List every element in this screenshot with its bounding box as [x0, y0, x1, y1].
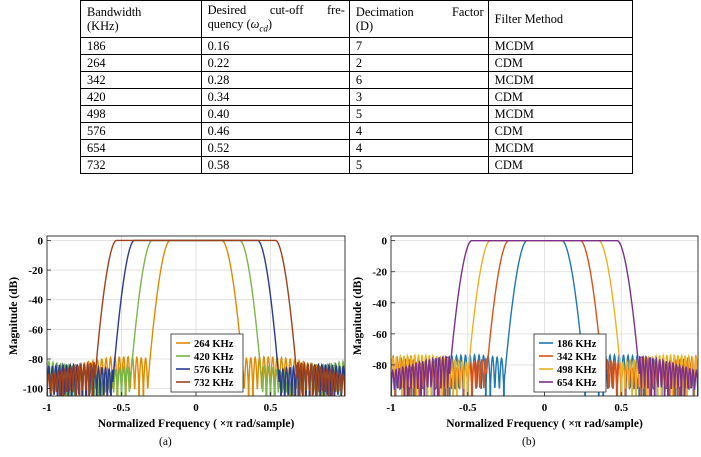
table-cell-method: CDM	[488, 55, 632, 72]
x-tick-label: -1	[386, 402, 396, 414]
table-cell-cutoff: 0.58	[201, 157, 349, 174]
table-cell-method: CDM	[488, 123, 632, 140]
x-tick-label: -0.5	[459, 402, 477, 414]
table-cell-bandwidth: 576	[81, 123, 202, 140]
table-cell-bandwidth: 498	[81, 106, 202, 123]
table-cell-method: MCDM	[488, 72, 632, 89]
x-tick-label: 0	[193, 402, 199, 414]
y-tick-label: -20	[372, 266, 387, 279]
x-tick-label: 0.5	[614, 402, 629, 414]
x-tick-label: 0.5	[263, 402, 278, 414]
legend-label: 420 KHz	[194, 352, 234, 363]
table-cell-decimation: 4	[349, 140, 488, 157]
table-cell-method: MCDM	[488, 38, 632, 55]
y-tick-label: -80	[372, 359, 387, 372]
header-decimation-word-1: Factor	[451, 5, 484, 19]
header-decimation-word-0: Decimation	[355, 5, 414, 19]
header-cutoff-line1: Desired cut-off fre-	[207, 2, 345, 17]
legend-label: 576 KHz	[194, 365, 234, 376]
y-tick-label: -60	[372, 328, 387, 341]
y-tick-label: -80	[28, 353, 43, 366]
y-tick-label: 0	[37, 235, 43, 248]
table-cell-decimation: 3	[349, 89, 488, 106]
x-tick-label: 0	[541, 402, 548, 414]
header-cutoff-suffix: )	[267, 16, 273, 31]
table-cell-bandwidth: 264	[81, 55, 202, 72]
header-decimation-line2: (D)	[355, 19, 374, 33]
table-cell-decimation: 7	[349, 38, 488, 55]
table-cell-cutoff: 0.34	[201, 89, 349, 106]
subcaption-a: (a)	[159, 436, 172, 448]
table-cell-decimation: 4	[349, 123, 488, 140]
legend-label: 264 KHz	[194, 339, 234, 350]
table-cell-cutoff: 0.22	[201, 55, 349, 72]
y-tick-label: -100	[22, 383, 43, 396]
legend-label: 732 KHz	[194, 378, 234, 389]
table-cell-cutoff: 0.28	[201, 72, 349, 89]
table-cell-method: MCDM	[488, 106, 632, 123]
table-cell-cutoff: 0.16	[201, 38, 349, 55]
table-cell-decimation: 2	[349, 55, 488, 72]
table-cell-bandwidth: 186	[81, 38, 202, 55]
x-tick-label: -0.5	[112, 402, 131, 414]
y-tick-label: -40	[372, 297, 387, 310]
y-axis-label: Magnitude (dB)	[352, 276, 364, 356]
y-tick-label: -40	[28, 294, 43, 307]
table-cell-cutoff: 0.46	[201, 123, 349, 140]
table-cell-decimation: 5	[349, 157, 488, 174]
header-cutoff-prefix: quency (	[207, 16, 251, 31]
x-tick-label: -1	[42, 402, 52, 414]
table-cell-method: CDM	[488, 89, 632, 106]
x-axis-label: Normalized Frequency ( ×π rad/sample)	[97, 418, 295, 430]
legend-label: 186 KHz	[557, 339, 597, 350]
y-tick-label: 0	[381, 235, 387, 248]
chart-panel-b	[352, 236, 698, 430]
table-cell-decimation: 5	[349, 106, 488, 123]
legend-label: 498 KHz	[557, 365, 597, 376]
table-cell-cutoff: 0.52	[201, 140, 349, 157]
header-cutoff-symbol: ω	[250, 16, 260, 31]
subcaption-b: (b)	[522, 436, 536, 448]
y-axis-label: Magnitude (dB)	[8, 276, 20, 356]
table-cell-bandwidth: 732	[81, 157, 202, 174]
table-cell-bandwidth: 342	[81, 72, 202, 89]
header-bandwidth-line2: (KHz)	[87, 19, 119, 33]
y-tick-label: -60	[28, 324, 43, 337]
header-bandwidth-line1: Bandwidth	[87, 5, 142, 19]
y-tick-label: -20	[28, 265, 43, 278]
table-cell-decimation: 6	[349, 72, 488, 89]
chart-panel-a	[8, 235, 345, 430]
table-cell-method: MCDM	[488, 140, 632, 157]
table-cell-cutoff: 0.40	[201, 106, 349, 123]
table-cell-method: CDM	[488, 157, 632, 174]
table-cell-bandwidth: 420	[81, 89, 202, 106]
legend-label: 342 KHz	[557, 352, 597, 363]
header-cutoff-subscript: cd	[259, 23, 268, 34]
header-method: Filter Method	[488, 1, 632, 38]
legend-label: 654 KHz	[557, 378, 597, 389]
table-cell-bandwidth: 654	[81, 140, 202, 157]
x-axis-label: Normalized Frequency ( ×π rad/sample)	[446, 418, 643, 430]
